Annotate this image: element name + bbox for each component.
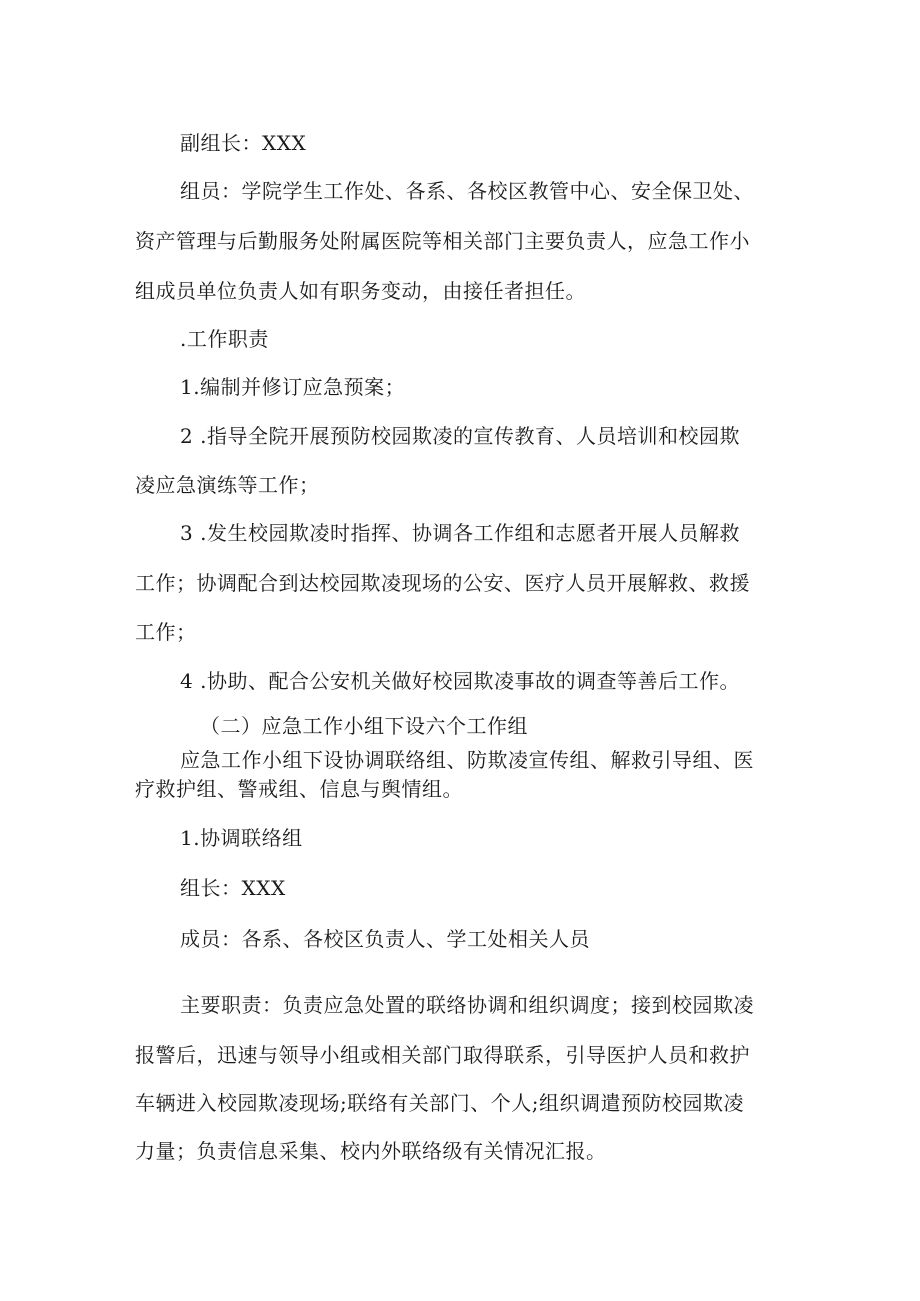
group-1-leader: 组长：XXX (180, 876, 286, 900)
duty-2-line-2: 凌应急演练等工作； (135, 473, 320, 497)
duty-1: 1.编制并修订应急预案； (180, 375, 406, 399)
section-two-heading: （二）应急工作小组下设六个工作组 (200, 714, 528, 738)
group-1-duties-line-2: 报警后，迅速与领导小组或相关部门取得联系，引导医护人员和救护 (135, 1043, 750, 1067)
deputy-leader-line: 副组长：XXX (180, 131, 307, 155)
group-1-heading: 1.协调联络组 (180, 826, 303, 850)
members-line-2: 资产管理与后勤服务处附属医院等相关部门主要负责人，应急工作小 (135, 229, 750, 253)
duties-heading: .工作职责 (180, 327, 269, 351)
members-line-3: 组成员单位负责人如有职务变动，由接任者担任。 (135, 279, 586, 303)
duty-4: 4 .协助、配合公安机关做好校园欺凌事故的调查等善后工作。 (180, 669, 740, 693)
section-two-line-1: 应急工作小组下设协调联络组、防欺凌宣传组、解救引导组、医 (180, 748, 754, 772)
duty-3-line-2: 工作；协调配合到达校园欺凌现场的公安、医疗人员开展解救、救援 (135, 571, 750, 595)
group-1-members: 成员：各系、各校区负责人、学工处相关人员 (180, 927, 590, 951)
duty-3-line-3: 工作； (135, 620, 197, 644)
group-1-duties-line-1: 主要职责：负责应急处置的联络协调和组织调度；接到校园欺凌 (180, 993, 754, 1017)
group-1-duties-line-3: 车辆进入校园欺凌现场;联络有关部门、个人;组织调遣预防校园欺凌 (135, 1091, 744, 1115)
duty-2-line-1: 2 .指导全院开展预防校园欺凌的宣传教育、人员培训和校园欺 (180, 424, 740, 448)
duty-3-line-1: 3 .发生校园欺凌时指挥、协调各工作组和志愿者开展人员解救 (180, 521, 740, 545)
group-1-duties-line-4: 力量；负责信息采集、校内外联络级有关情况汇报。 (135, 1139, 607, 1163)
members-line-1: 组员：学院学生工作处、各系、各校区教管中心、安全保卫处、 (180, 179, 754, 203)
section-two-line-2: 疗救护组、警戒组、信息与舆情组。 (135, 777, 463, 801)
